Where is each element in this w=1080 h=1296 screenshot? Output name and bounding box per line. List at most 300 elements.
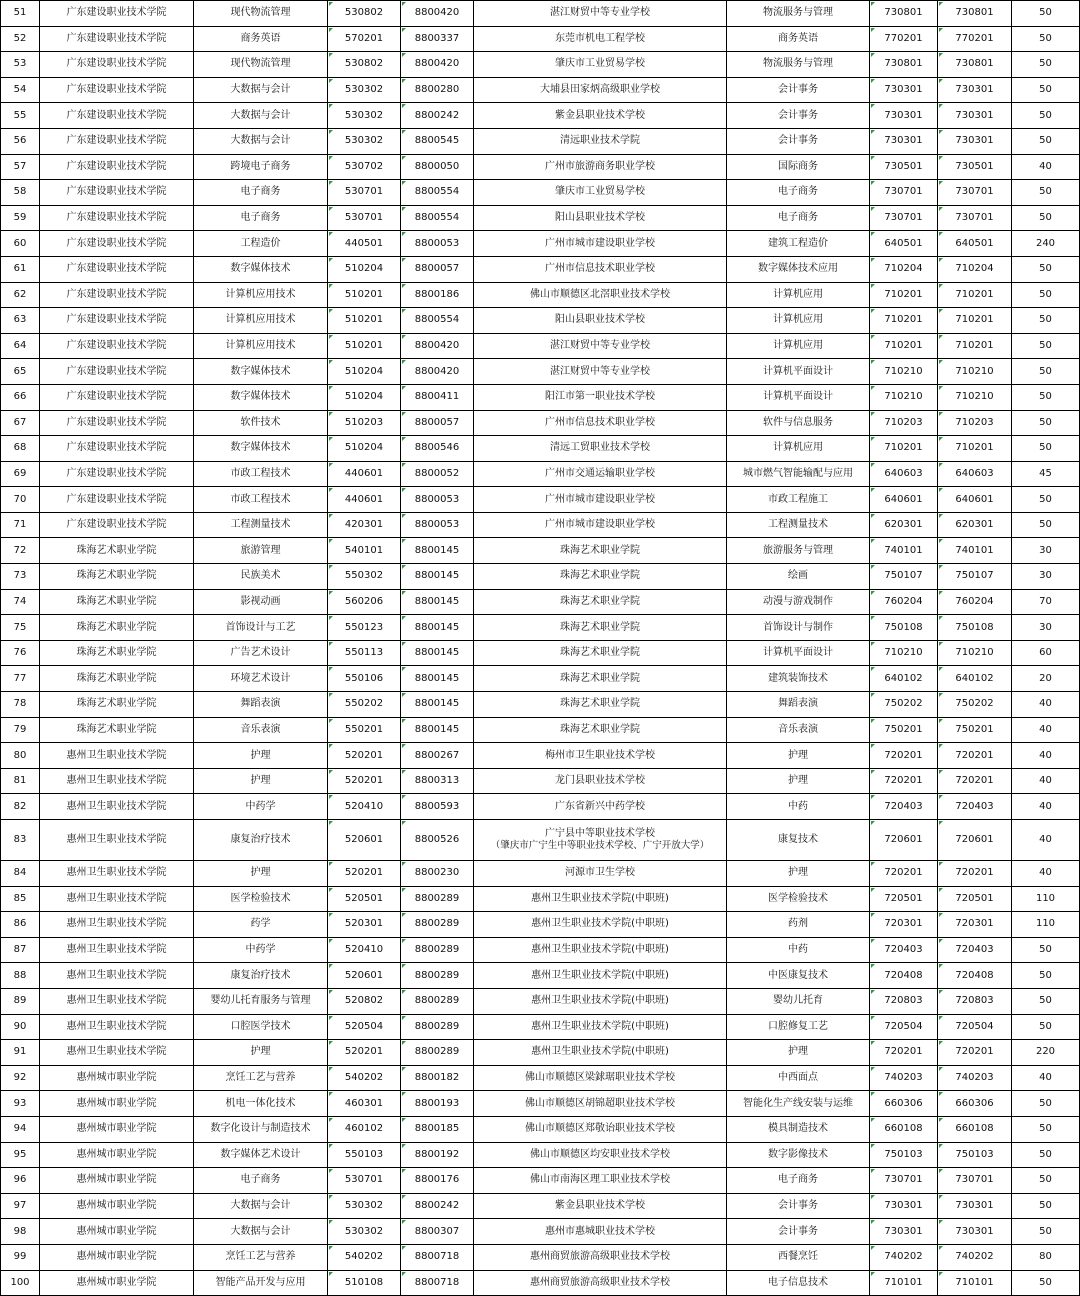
cell-major: 跨境电子商务 — [194, 154, 328, 180]
cell-row-number: 79 — [1, 717, 40, 743]
cell-secondary-major: 工程测量技术 — [727, 512, 870, 538]
cell-university: 广东建设职业技术学院 — [40, 461, 194, 487]
cell-row-number: 68 — [1, 436, 40, 462]
cell-secondary-code: 740202 — [870, 1244, 938, 1270]
cell-major: 数字媒体技术 — [194, 436, 328, 462]
cell-university: 广东建设职业技术学院 — [40, 333, 194, 359]
cell-school-code: 8800554 — [401, 180, 474, 206]
cell-university: 惠州卫生职业技术学院 — [40, 886, 194, 912]
table-row — [1, 231, 1080, 257]
table-row — [1, 615, 1080, 641]
cell-major: 大数据与会计 — [194, 103, 328, 129]
table-row — [1, 1168, 1080, 1194]
cell-quota: 50 — [1012, 384, 1080, 410]
cell-major-code: 520410 — [328, 937, 401, 963]
cell-school-code: 8800230 — [401, 861, 474, 887]
cell-university: 惠州卫生职业技术学院 — [40, 794, 194, 820]
cell-university: 惠州卫生职业技术学院 — [40, 912, 194, 938]
cell-school-code: 8800185 — [401, 1116, 474, 1142]
cell-secondary-major: 动漫与游戏制作 — [727, 589, 870, 615]
cell-university: 珠海艺术职业学院 — [40, 666, 194, 692]
cell-quota: 50 — [1012, 1193, 1080, 1219]
cell-secondary-major: 国际商务 — [727, 154, 870, 180]
cell-school-code: 8800289 — [401, 937, 474, 963]
table-row — [1, 1065, 1080, 1091]
cell-secondary-code: 710201 — [870, 308, 938, 334]
cell-secondary-code-2: 740101 — [938, 538, 1012, 564]
cell-major-code: 570201 — [328, 26, 401, 52]
cell-school-code: 8800546 — [401, 436, 474, 462]
cell-secondary-code: 620301 — [870, 512, 938, 538]
cell-secondary-code-2: 730301 — [938, 128, 1012, 154]
cell-major-code: 520802 — [328, 988, 401, 1014]
cell-quota: 40 — [1012, 743, 1080, 769]
cell-secondary-code-2: 720201 — [938, 743, 1012, 769]
cell-university: 广东建设职业技术学院 — [40, 231, 194, 257]
cell-secondary-major: 会计事务 — [727, 128, 870, 154]
cell-major-code: 510201 — [328, 282, 401, 308]
cell-major-code: 510204 — [328, 384, 401, 410]
cell-secondary-code-2: 730301 — [938, 77, 1012, 103]
cell-secondary-code-2: 730501 — [938, 154, 1012, 180]
cell-secondary-major: 会计事务 — [727, 1219, 870, 1245]
cell-major: 大数据与会计 — [194, 1219, 328, 1245]
cell-school-name: 湛江财贸中等专业学校 — [474, 333, 727, 359]
cell-secondary-major: 计算机应用 — [727, 282, 870, 308]
cell-school-code: 8800176 — [401, 1168, 474, 1194]
cell-secondary-code: 750201 — [870, 717, 938, 743]
table-row — [1, 436, 1080, 462]
table-row — [1, 1244, 1080, 1270]
cell-row-number: 77 — [1, 666, 40, 692]
cell-school-name: 梅州市卫生职业技术学校 — [474, 743, 727, 769]
cell-school-name: 广东省新兴中药学校 — [474, 794, 727, 820]
cell-secondary-code-2: 710201 — [938, 308, 1012, 334]
cell-row-number: 52 — [1, 26, 40, 52]
cell-major: 数字媒体技术 — [194, 384, 328, 410]
cell-quota: 40 — [1012, 154, 1080, 180]
cell-quota: 240 — [1012, 231, 1080, 257]
cell-major: 软件技术 — [194, 410, 328, 436]
table-row — [1, 1091, 1080, 1117]
cell-major: 康复治疗技术 — [194, 820, 328, 861]
cell-secondary-code-2: 660306 — [938, 1091, 1012, 1117]
cell-secondary-code: 730801 — [870, 1, 938, 27]
cell-school-code: 8800545 — [401, 128, 474, 154]
cell-secondary-code: 730701 — [870, 1168, 938, 1194]
cell-secondary-code-2: 660108 — [938, 1116, 1012, 1142]
cell-secondary-code: 710101 — [870, 1270, 938, 1296]
cell-secondary-major: 中医康复技术 — [727, 963, 870, 989]
cell-university: 珠海艺术职业学院 — [40, 615, 194, 641]
cell-row-number: 78 — [1, 692, 40, 718]
cell-university: 惠州卫生职业技术学院 — [40, 1014, 194, 1040]
cell-major: 护理 — [194, 861, 328, 887]
cell-secondary-major: 中西面点 — [727, 1065, 870, 1091]
cell-secondary-major: 计算机平面设计 — [727, 384, 870, 410]
cell-school-code: 8800050 — [401, 154, 474, 180]
cell-major-code: 460301 — [328, 1091, 401, 1117]
cell-school-code: 8800186 — [401, 282, 474, 308]
table-row — [1, 640, 1080, 666]
cell-secondary-major: 模具制造技术 — [727, 1116, 870, 1142]
cell-major-code: 520504 — [328, 1014, 401, 1040]
cell-school-name: 惠州卫生职业技术学院(中职班) — [474, 1014, 727, 1040]
cell-secondary-code: 640102 — [870, 666, 938, 692]
cell-row-number: 74 — [1, 589, 40, 615]
table-row — [1, 820, 1080, 861]
cell-secondary-code: 730301 — [870, 77, 938, 103]
cell-quota: 60 — [1012, 640, 1080, 666]
cell-school-code: 8800242 — [401, 103, 474, 129]
cell-secondary-code-2: 640601 — [938, 487, 1012, 513]
cell-secondary-code: 720201 — [870, 861, 938, 887]
cell-quota: 50 — [1012, 256, 1080, 282]
cell-secondary-code: 720601 — [870, 820, 938, 861]
cell-school-code: 8800289 — [401, 963, 474, 989]
cell-secondary-code: 740203 — [870, 1065, 938, 1091]
cell-major: 数字媒体技术 — [194, 359, 328, 385]
cell-secondary-major: 会计事务 — [727, 103, 870, 129]
cell-major: 医学检验技术 — [194, 886, 328, 912]
cell-row-number: 72 — [1, 538, 40, 564]
cell-secondary-code: 660108 — [870, 1116, 938, 1142]
cell-secondary-code-2: 720601 — [938, 820, 1012, 861]
cell-university: 广东建设职业技术学院 — [40, 487, 194, 513]
cell-row-number: 86 — [1, 912, 40, 938]
cell-major: 数字媒体艺术设计 — [194, 1142, 328, 1168]
cell-university: 珠海艺术职业学院 — [40, 640, 194, 666]
cell-secondary-major: 绘画 — [727, 564, 870, 590]
cell-secondary-code-2: 750108 — [938, 615, 1012, 641]
cell-school-name: 阳山县职业技术学校 — [474, 308, 727, 334]
cell-quota: 50 — [1012, 282, 1080, 308]
cell-secondary-major: 中药 — [727, 794, 870, 820]
cell-school-name: 广州市城市建设职业学校 — [474, 231, 727, 257]
cell-major-code: 520201 — [328, 743, 401, 769]
cell-school-code: 8800053 — [401, 512, 474, 538]
cell-secondary-major: 计算机平面设计 — [727, 640, 870, 666]
cell-university: 广东建设职业技术学院 — [40, 410, 194, 436]
cell-quota: 40 — [1012, 717, 1080, 743]
cell-secondary-major: 计算机应用 — [727, 436, 870, 462]
table-row — [1, 937, 1080, 963]
table-row — [1, 1014, 1080, 1040]
cell-quota: 110 — [1012, 886, 1080, 912]
table-row — [1, 912, 1080, 938]
table-row — [1, 333, 1080, 359]
cell-major: 护理 — [194, 768, 328, 794]
cell-university: 惠州城市职业学院 — [40, 1091, 194, 1117]
cell-major: 首饰设计与工艺 — [194, 615, 328, 641]
cell-major-code: 530302 — [328, 103, 401, 129]
cell-school-name: 东莞市机电工程学校 — [474, 26, 727, 52]
cell-major-code: 440501 — [328, 231, 401, 257]
cell-secondary-code-2: 710101 — [938, 1270, 1012, 1296]
cell-school-name: 惠州商贸旅游高级职业技术学校 — [474, 1270, 727, 1296]
cell-major-code: 530302 — [328, 77, 401, 103]
cell-school-name: 大埔县田家炳高级职业学校 — [474, 77, 727, 103]
cell-quota: 50 — [1012, 487, 1080, 513]
cell-secondary-code-2: 710201 — [938, 436, 1012, 462]
cell-quota: 50 — [1012, 1116, 1080, 1142]
cell-major: 舞蹈表演 — [194, 692, 328, 718]
cell-university: 广东建设职业技术学院 — [40, 154, 194, 180]
cell-row-number: 88 — [1, 963, 40, 989]
cell-secondary-code: 710203 — [870, 410, 938, 436]
cell-major: 电子商务 — [194, 1168, 328, 1194]
table-row — [1, 461, 1080, 487]
cell-major: 电子商务 — [194, 205, 328, 231]
table-row — [1, 26, 1080, 52]
cell-quota: 50 — [1012, 410, 1080, 436]
table-row — [1, 988, 1080, 1014]
cell-school-name: 肇庆市工业贸易学校 — [474, 180, 727, 206]
cell-school-code: 8800053 — [401, 231, 474, 257]
cell-quota: 30 — [1012, 615, 1080, 641]
cell-school-code: 8800718 — [401, 1244, 474, 1270]
cell-row-number: 71 — [1, 512, 40, 538]
cell-school-name: 湛江财贸中等专业学校 — [474, 1, 727, 27]
cell-major: 烹饪工艺与营养 — [194, 1244, 328, 1270]
cell-school-code: 8800420 — [401, 333, 474, 359]
cell-quota: 40 — [1012, 820, 1080, 861]
cell-secondary-major: 智能化生产线安装与运维 — [727, 1091, 870, 1117]
cell-school-code: 8800145 — [401, 640, 474, 666]
cell-quota: 50 — [1012, 1168, 1080, 1194]
cell-quota: 50 — [1012, 205, 1080, 231]
cell-school-name: 珠海艺术职业学院 — [474, 717, 727, 743]
cell-row-number: 63 — [1, 308, 40, 334]
cell-major: 电子商务 — [194, 180, 328, 206]
cell-quota: 110 — [1012, 912, 1080, 938]
cell-school-code: 8800593 — [401, 794, 474, 820]
cell-university: 广东建设职业技术学院 — [40, 308, 194, 334]
cell-secondary-code: 720501 — [870, 886, 938, 912]
cell-secondary-code-2: 740203 — [938, 1065, 1012, 1091]
cell-school-code: 8800337 — [401, 26, 474, 52]
cell-school-code: 8800145 — [401, 538, 474, 564]
cell-secondary-code-2: 770201 — [938, 26, 1012, 52]
table-row — [1, 282, 1080, 308]
table-row — [1, 154, 1080, 180]
cell-university: 惠州卫生职业技术学院 — [40, 1040, 194, 1066]
table-row — [1, 256, 1080, 282]
cell-secondary-code: 710201 — [870, 282, 938, 308]
cell-secondary-code-2: 750202 — [938, 692, 1012, 718]
cell-secondary-code: 710201 — [870, 436, 938, 462]
cell-university: 广东建设职业技术学院 — [40, 256, 194, 282]
cell-university: 惠州城市职业学院 — [40, 1193, 194, 1219]
cell-secondary-major: 首饰设计与制作 — [727, 615, 870, 641]
cell-major: 计算机应用技术 — [194, 333, 328, 359]
cell-secondary-code-2: 750107 — [938, 564, 1012, 590]
cell-secondary-code: 770201 — [870, 26, 938, 52]
cell-secondary-code-2: 730301 — [938, 1219, 1012, 1245]
cell-major: 数字化设计与制造技术 — [194, 1116, 328, 1142]
cell-quota: 40 — [1012, 1065, 1080, 1091]
table-row — [1, 666, 1080, 692]
cell-row-number: 99 — [1, 1244, 40, 1270]
cell-major-code: 520301 — [328, 912, 401, 938]
cell-row-number: 84 — [1, 861, 40, 887]
cell-secondary-code: 720504 — [870, 1014, 938, 1040]
cell-secondary-code: 720201 — [870, 1040, 938, 1066]
cell-major-code: 460102 — [328, 1116, 401, 1142]
cell-quota: 50 — [1012, 988, 1080, 1014]
cell-major: 婴幼儿托育服务与管理 — [194, 988, 328, 1014]
cell-secondary-code-2: 710210 — [938, 359, 1012, 385]
cell-major-code: 520201 — [328, 768, 401, 794]
cell-school-code: 8800289 — [401, 1014, 474, 1040]
cell-major-code: 510204 — [328, 436, 401, 462]
cell-major-code: 510201 — [328, 308, 401, 334]
cell-secondary-code-2: 710201 — [938, 333, 1012, 359]
cell-secondary-code-2: 640501 — [938, 231, 1012, 257]
cell-secondary-code-2: 720504 — [938, 1014, 1012, 1040]
cell-row-number: 65 — [1, 359, 40, 385]
cell-major-code: 550302 — [328, 564, 401, 590]
cell-secondary-major: 数字媒体技术应用 — [727, 256, 870, 282]
table-row — [1, 717, 1080, 743]
cell-secondary-code-2: 730301 — [938, 103, 1012, 129]
cell-secondary-major: 计算机应用 — [727, 333, 870, 359]
cell-quota: 20 — [1012, 666, 1080, 692]
cell-school-code: 8800718 — [401, 1270, 474, 1296]
cell-secondary-code-2: 720501 — [938, 886, 1012, 912]
cell-secondary-major: 会计事务 — [727, 1193, 870, 1219]
cell-major-code: 510204 — [328, 359, 401, 385]
cell-school-code: 8800145 — [401, 666, 474, 692]
cell-school-name: 惠州卫生职业技术学院(中职班) — [474, 886, 727, 912]
cell-school-name: 紫金县职业技术学校 — [474, 103, 727, 129]
cell-school-name: 阳山县职业技术学校 — [474, 205, 727, 231]
cell-school-name: 肇庆市工业贸易学校 — [474, 52, 727, 78]
cell-secondary-major: 护理 — [727, 861, 870, 887]
cell-row-number: 53 — [1, 52, 40, 78]
cell-school-code: 8800420 — [401, 359, 474, 385]
cell-school-name: 珠海艺术职业学院 — [474, 615, 727, 641]
cell-major-code: 420301 — [328, 512, 401, 538]
cell-major-code: 520601 — [328, 820, 401, 861]
cell-school-code: 8800554 — [401, 308, 474, 334]
cell-school-name: 河源市卫生学校 — [474, 861, 727, 887]
table-row — [1, 1193, 1080, 1219]
cell-secondary-major: 康复技术 — [727, 820, 870, 861]
cell-major-code: 530302 — [328, 1193, 401, 1219]
cell-row-number: 54 — [1, 77, 40, 103]
cell-major: 智能产品开发与应用 — [194, 1270, 328, 1296]
cell-major-code: 440601 — [328, 461, 401, 487]
cell-university: 广东建设职业技术学院 — [40, 103, 194, 129]
cell-school-name: 珠海艺术职业学院 — [474, 640, 727, 666]
cell-secondary-code-2: 730801 — [938, 52, 1012, 78]
table-row — [1, 103, 1080, 129]
cell-secondary-major: 电子商务 — [727, 205, 870, 231]
cell-university: 广东建设职业技术学院 — [40, 512, 194, 538]
cell-row-number: 93 — [1, 1091, 40, 1117]
cell-major-code: 510203 — [328, 410, 401, 436]
cell-secondary-major: 婴幼儿托育 — [727, 988, 870, 1014]
table-row — [1, 205, 1080, 231]
cell-university: 惠州卫生职业技术学院 — [40, 820, 194, 861]
cell-secondary-code-2: 730701 — [938, 205, 1012, 231]
cell-major: 环境艺术设计 — [194, 666, 328, 692]
table-row — [1, 861, 1080, 887]
cell-school-name: 广州市旅游商务职业学校 — [474, 154, 727, 180]
cell-secondary-code-2: 730701 — [938, 180, 1012, 206]
cell-secondary-code: 730301 — [870, 1219, 938, 1245]
cell-major: 计算机应用技术 — [194, 308, 328, 334]
cell-quota: 50 — [1012, 1, 1080, 27]
cell-school-name: 珠海艺术职业学院 — [474, 564, 727, 590]
cell-secondary-code-2: 710201 — [938, 282, 1012, 308]
cell-university: 惠州城市职业学院 — [40, 1219, 194, 1245]
cell-school-name: 紫金县职业技术学校 — [474, 1193, 727, 1219]
cell-major-code: 550106 — [328, 666, 401, 692]
cell-secondary-major: 电子商务 — [727, 180, 870, 206]
cell-secondary-major: 城市燃气智能输配与应用 — [727, 461, 870, 487]
cell-secondary-code-2: 730701 — [938, 1168, 1012, 1194]
cell-secondary-code: 720403 — [870, 794, 938, 820]
cell-school-code: 8800057 — [401, 410, 474, 436]
cell-row-number: 62 — [1, 282, 40, 308]
cell-major-code: 540101 — [328, 538, 401, 564]
cell-row-number: 96 — [1, 1168, 40, 1194]
cell-major-code: 520201 — [328, 1040, 401, 1066]
cell-row-number: 85 — [1, 886, 40, 912]
cell-school-code: 8800313 — [401, 768, 474, 794]
cell-university: 惠州卫生职业技术学院 — [40, 937, 194, 963]
cell-major-code: 530802 — [328, 52, 401, 78]
cell-quota: 50 — [1012, 26, 1080, 52]
cell-secondary-code-2: 760204 — [938, 589, 1012, 615]
cell-major-code: 530701 — [328, 205, 401, 231]
cell-row-number: 61 — [1, 256, 40, 282]
cell-row-number: 56 — [1, 128, 40, 154]
cell-quota: 50 — [1012, 333, 1080, 359]
table-row — [1, 768, 1080, 794]
cell-secondary-major: 西餐烹饪 — [727, 1244, 870, 1270]
cell-major-code: 540202 — [328, 1065, 401, 1091]
cell-major: 康复治疗技术 — [194, 963, 328, 989]
cell-school-name: 佛山市南海区理工职业技术学校 — [474, 1168, 727, 1194]
cell-major-code: 510204 — [328, 256, 401, 282]
cell-secondary-major: 旅游服务与管理 — [727, 538, 870, 564]
cell-school-name: 惠州商贸旅游高级职业技术学校 — [474, 1244, 727, 1270]
cell-major: 现代物流管理 — [194, 52, 328, 78]
cell-secondary-code-2: 720201 — [938, 768, 1012, 794]
cell-row-number: 89 — [1, 988, 40, 1014]
cell-major: 现代物流管理 — [194, 1, 328, 27]
cell-school-code: 8800242 — [401, 1193, 474, 1219]
cell-secondary-major: 计算机平面设计 — [727, 359, 870, 385]
cell-row-number: 73 — [1, 564, 40, 590]
cell-quota: 50 — [1012, 937, 1080, 963]
cell-school-name: 惠州卫生职业技术学院(中职班) — [474, 912, 727, 938]
school-note: （肇庆市广宁生中等职业技术学校、广宁开放大学） — [490, 840, 710, 851]
cell-secondary-code-2: 720201 — [938, 861, 1012, 887]
cell-secondary-code: 640501 — [870, 231, 938, 257]
cell-secondary-code-2: 640102 — [938, 666, 1012, 692]
cell-quota: 50 — [1012, 963, 1080, 989]
cell-school-name: 佛山市顺德区梁銶琚职业技术学校 — [474, 1065, 727, 1091]
cell-university: 珠海艺术职业学院 — [40, 717, 194, 743]
cell-university: 珠海艺术职业学院 — [40, 564, 194, 590]
cell-row-number: 58 — [1, 180, 40, 206]
cell-secondary-code: 710204 — [870, 256, 938, 282]
cell-secondary-code: 730301 — [870, 103, 938, 129]
